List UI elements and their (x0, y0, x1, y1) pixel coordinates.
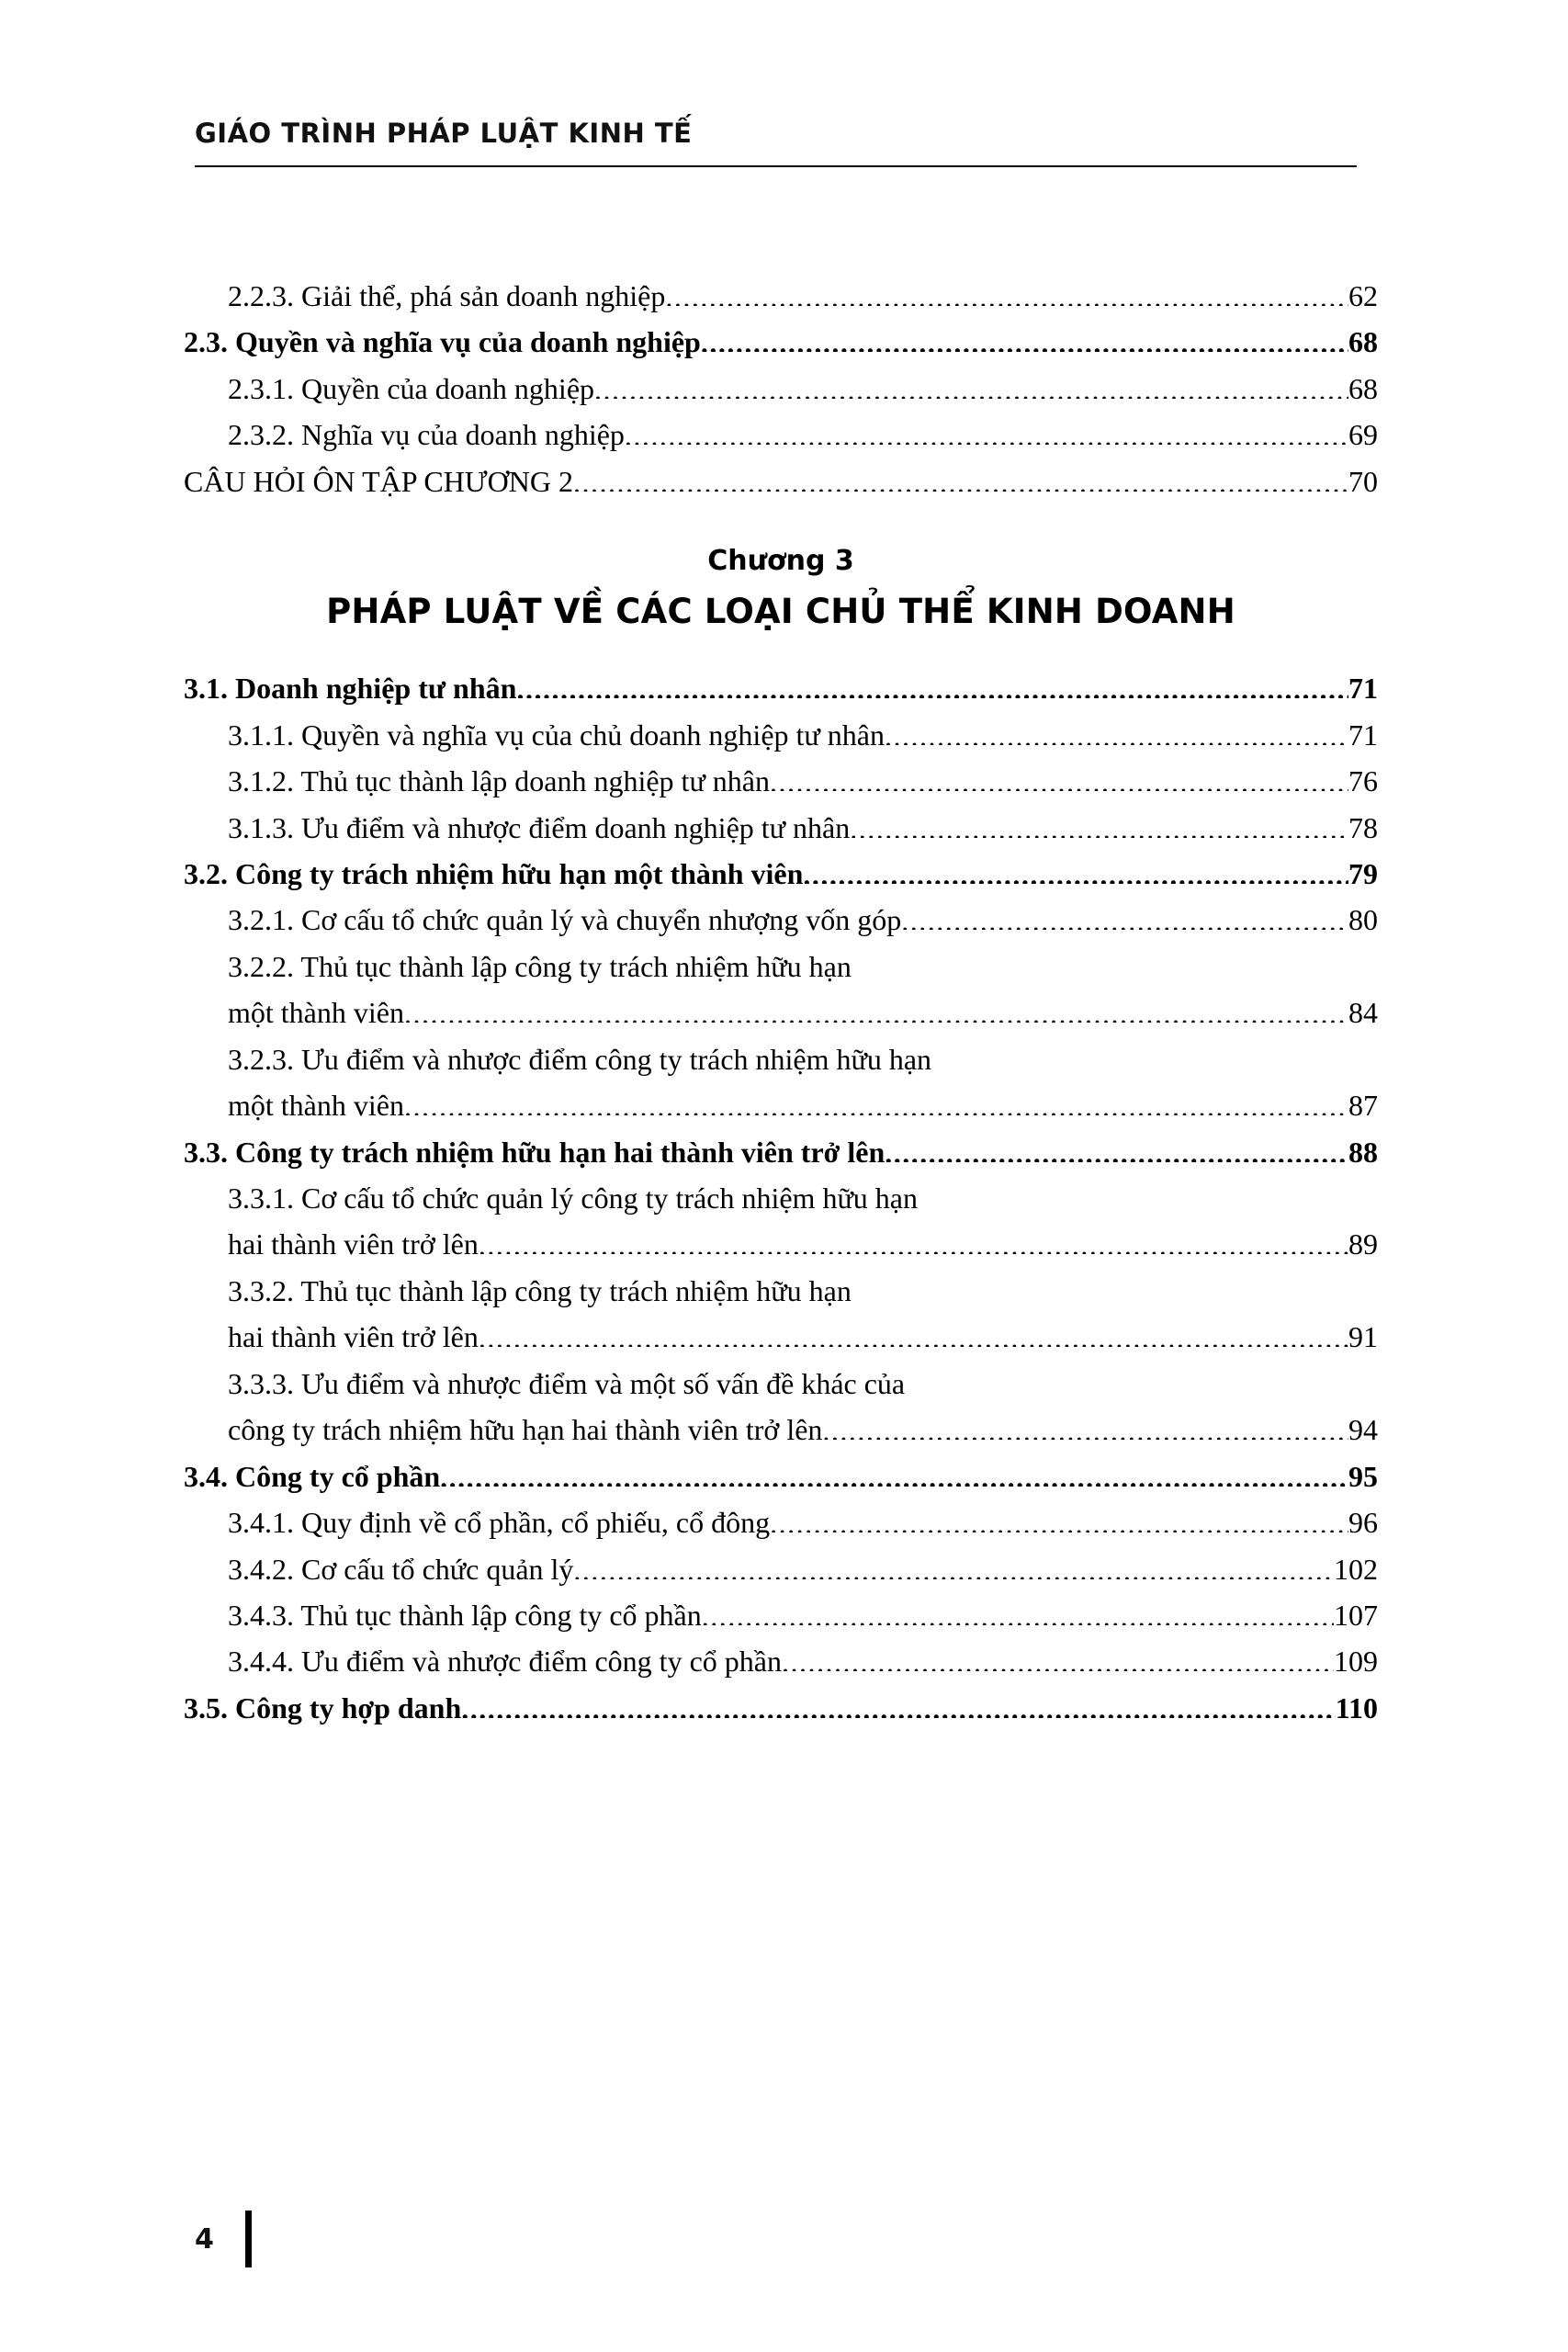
toc-entry[interactable] (184, 1641, 1378, 1682)
chapter-label: Chương 3 (707, 545, 854, 578)
dot-leader (404, 993, 1348, 1023)
toc-entry-label: 3.3.2. Thủ tục thành lập công ty trách nhiệm hữu hạn (228, 1273, 852, 1307)
dot-leader (770, 1503, 1348, 1532)
toc-entry-line[interactable] (184, 1178, 1378, 1219)
toc-entry-label: 2.3.2. Nghĩa vụ của doanh nghiệp (228, 418, 625, 452)
toc-entry[interactable] (184, 322, 1378, 363)
footer-rule (245, 2211, 252, 2267)
toc-entry-page: 110 (1335, 1690, 1378, 1724)
toc-entry-line[interactable] (184, 1271, 1378, 1312)
running-title: GIÁO TRÌNH PHÁP LUẬT KINH TẾ (195, 118, 693, 149)
toc-entry-page: 68 (1348, 325, 1378, 359)
toc-entry-label: một thành viên (228, 1089, 404, 1123)
toc-entry-page: 71 (1348, 672, 1378, 706)
toc-entry[interactable] (184, 1595, 1378, 1636)
toc-entry[interactable] (184, 461, 1378, 503)
toc-entry-line[interactable] (184, 946, 1378, 988)
toc-entry-label: 2.3.1. Quyền của doanh nghiệp (228, 371, 595, 405)
toc-entry-page: 91 (1348, 1320, 1378, 1354)
toc-entry-label: CÂU HỎI ÔN TẬP CHƯƠNG 2 (184, 464, 573, 498)
toc-entry-page: 69 (1348, 418, 1378, 452)
toc-entry-line[interactable] (184, 1363, 1378, 1405)
toc-entry-label: 3.4.4. Ưu điểm và nhược điểm công ty cổ phần (228, 1645, 782, 1679)
dot-leader (803, 854, 1348, 884)
dot-leader (479, 1225, 1348, 1254)
dot-leader (822, 1410, 1348, 1440)
toc-entry-label: 3.4.1. Quy định về cổ phần, cổ phiếu, cổ đông (228, 1506, 771, 1540)
toc-entry-label: 2.2.3. Giải thể, phá sản doanh nghiệp (228, 279, 666, 312)
toc-entry-page: 95 (1348, 1459, 1378, 1493)
dot-leader (885, 1133, 1348, 1162)
dot-leader (770, 762, 1348, 791)
toc-entry-label: hai thành viên trở lên (228, 1227, 479, 1261)
toc-entry-label: 3.3.1. Cơ cấu tổ chức quản lý công ty trách nhiệm hữu hạn (228, 1182, 918, 1215)
toc-entry-label: 3.2.1. Cơ cấu tổ chức quản lý và chuyển nhượng vốn góp (228, 903, 902, 937)
toc-entry[interactable] (184, 414, 1378, 456)
toc-entry[interactable] (184, 1132, 1378, 1173)
toc-entry-page: 84 (1348, 996, 1378, 1030)
dot-leader (782, 1642, 1334, 1671)
toc-entry-page: 68 (1348, 371, 1378, 405)
chapter-title: PHÁP LUẬT VỀ CÁC LOẠI CHỦ THỂ KINH DOANH (326, 592, 1235, 632)
toc-section-chapter3 (184, 668, 1378, 1729)
header-divider (195, 165, 1357, 167)
toc-entry-label: 3.1.3. Ưu điểm và nhược điểm doanh nghiệp tư nhân (228, 810, 851, 844)
toc-entry[interactable] (184, 668, 1378, 709)
toc-entry-page: 109 (1334, 1645, 1378, 1679)
page-header (195, 118, 1380, 167)
dot-leader (573, 462, 1348, 492)
toc-entry-page: 88 (1348, 1135, 1378, 1169)
toc-entry[interactable] (184, 1549, 1378, 1590)
table-of-contents (184, 276, 1378, 1734)
toc-entry[interactable] (184, 899, 1378, 941)
toc-entry[interactable] (184, 715, 1378, 756)
toc-entry-label: 3.1.1. Quyền và nghĩa vụ của chủ doanh nghiệp tư nhân (228, 718, 885, 752)
page-footer (195, 2211, 252, 2267)
toc-entry-page: 102 (1334, 1552, 1378, 1586)
dot-leader (461, 1689, 1336, 1718)
toc-entry-label: 3.2. Công ty trách nhiệm hữu hạn một thành viên (184, 856, 804, 890)
toc-entry-page: 96 (1348, 1506, 1378, 1540)
toc-entry-label: hai thành viên trở lên (228, 1320, 479, 1354)
toc-section-chapter2 (184, 276, 1378, 503)
toc-entry-page: 79 (1348, 856, 1378, 890)
toc-entry[interactable] (184, 1456, 1378, 1498)
toc-entry[interactable] (184, 1502, 1378, 1544)
toc-entry-label: 2.3. Quyền và nghĩa vụ của doanh nghiệp (184, 325, 701, 359)
dot-leader (594, 369, 1348, 399)
toc-entry[interactable] (184, 761, 1378, 802)
dot-leader (625, 415, 1348, 445)
toc-entry-page: 76 (1348, 764, 1378, 798)
toc-entry[interactable] (184, 1688, 1378, 1729)
toc-entry-label: 3.3.3. Ưu điểm và nhược điểm và một số vấn đề khác của (228, 1366, 906, 1400)
dot-leader (701, 322, 1348, 352)
toc-entry-label: 3.4.2. Cơ cấu tổ chức quản lý (228, 1552, 574, 1586)
dot-leader (702, 1596, 1334, 1625)
folio-page-number: 4 (195, 2222, 214, 2256)
toc-entry-page: 71 (1348, 718, 1378, 752)
toc-entry-label: 3.2.3. Ưu điểm và nhược điểm công ty trách nhiệm hữu hạn (228, 1042, 932, 1076)
toc-entry-label: 3.5. Công ty hợp danh (184, 1690, 462, 1724)
dot-leader (404, 1086, 1348, 1115)
toc-entry-label: 3.1. Doanh nghiệp tư nhân (184, 672, 517, 706)
toc-entry[interactable] (184, 808, 1378, 849)
toc-entry-continuation[interactable] (184, 1409, 1378, 1451)
toc-entry[interactable] (184, 368, 1378, 410)
dot-leader (573, 1550, 1334, 1579)
toc-entry-label: 3.1.2. Thủ tục thành lập doanh nghiệp tư nhân (228, 764, 770, 798)
dot-leader (665, 277, 1348, 306)
chapter-heading-block (184, 545, 1378, 631)
toc-entry-continuation[interactable] (184, 1085, 1378, 1126)
toc-entry-page: 94 (1348, 1413, 1378, 1447)
toc-entry[interactable] (184, 276, 1378, 317)
toc-entry-continuation[interactable] (184, 1317, 1378, 1358)
toc-entry-page: 78 (1348, 810, 1378, 844)
toc-entry-label: 3.3. Công ty trách nhiệm hữu hạn hai thành viên trở lên (184, 1135, 886, 1169)
toc-entry-page: 89 (1348, 1227, 1378, 1261)
dot-leader (440, 1457, 1348, 1487)
toc-entry-continuation[interactable] (184, 1224, 1378, 1265)
toc-entry-label: 3.4. Công ty cổ phần (184, 1459, 441, 1493)
dot-leader (885, 716, 1348, 745)
toc-entry-page: 80 (1348, 903, 1378, 937)
toc-entry-label: 3.2.2. Thủ tục thành lập công ty trách nhiệm hữu hạn (228, 949, 852, 983)
toc-entry-continuation[interactable] (184, 992, 1378, 1034)
toc-entry-page: 87 (1348, 1089, 1378, 1123)
toc-entry[interactable] (184, 854, 1378, 895)
toc-entry-label: công ty trách nhiệm hữu hạn hai thành viên trở lên (228, 1413, 823, 1447)
dot-leader (850, 808, 1348, 838)
toc-entry-page: 70 (1348, 464, 1378, 498)
toc-entry-page: 107 (1334, 1598, 1378, 1632)
toc-entry-label: một thành viên (228, 996, 404, 1030)
toc-entry-line[interactable] (184, 1039, 1378, 1080)
dot-leader (516, 669, 1348, 698)
toc-entry-page: 62 (1348, 279, 1378, 312)
dot-leader (901, 900, 1348, 930)
dot-leader (479, 1317, 1348, 1347)
toc-entry-label: 3.4.3. Thủ tục thành lập công ty cổ phần (228, 1598, 702, 1632)
